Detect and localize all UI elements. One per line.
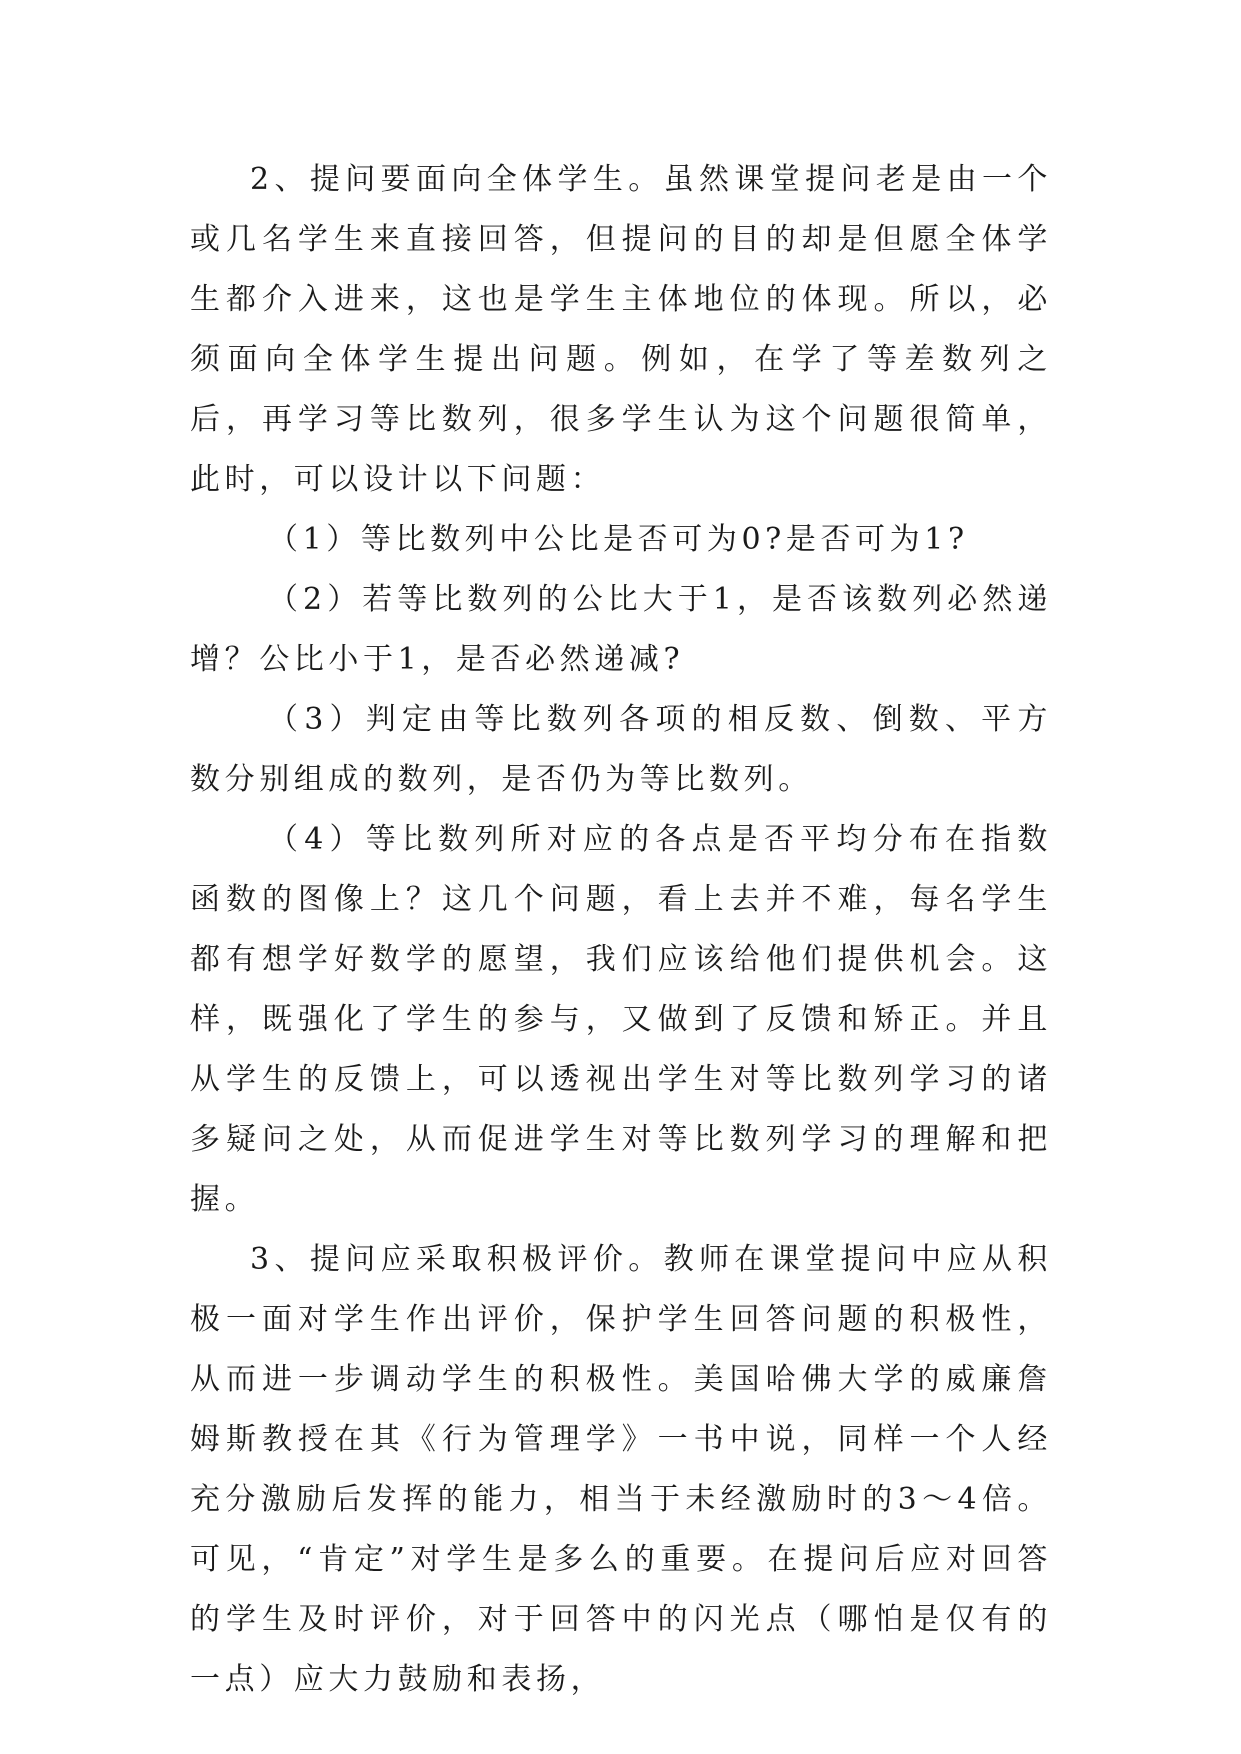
- question-1: （1）等比数列中公比是否可为0?是否可为1?: [268, 522, 969, 557]
- question-2: （2）若等比数列的公比大于1，是否该数列必然递增？公比小于1，是否必然递减?: [190, 582, 1052, 677]
- question-4: （4）等比数列所对应的各点是否平均分布在指数函数的图像上？这几个问题，看上去并不难，每名学生都有想学好数学的愿望，我们应该给他们提供机会。这样，既强化了学生的参与，又做到了反馈和矫正。并且从学生的反馈上，可以透视出学生对等比数列学习的诸多疑问之处，从而促进学生对等比数列学习的理解和把握。: [190, 822, 1052, 1217]
- paragraph-2-whole-class: 2、提问要面向全体学生。虽然课堂提问老是由一个或几名学生来直接回答，但提问的目的却是但愿全体学生都介入进来，这也是学生主体地位的体现。所以，必须面向全体学生提出问题。例如，在学了等差数列之后，再学习等比数列，很多学生认为这个问题很简单，此时，可以设计以下问题：: [190, 162, 1052, 497]
- paragraph-3-positive-evaluation: 3、提问应采取积极评价。教师在课堂提问中应从积极一面对学生作出评价，保护学生回答问题的积极性，从而进一步调动学生的积极性。美国哈佛大学的威廉詹姆斯教授在其《行为管理学》一书中说，同样一个人经充分激励后发挥的能力，相当于未经激励时的3～4倍。可见，“肯定”对学生是多么的重要。在提问后应对回答的学生及时评价，对于回答中的闪光点（哪怕是仅有的一点）应大力鼓励和表扬，: [190, 1242, 1052, 1697]
- document-body: [190, 150, 1052, 1710]
- question-3: （3）判定由等比数列各项的相反数、倒数、平方数分别组成的数列，是否仍为等比数列。: [190, 702, 1052, 797]
